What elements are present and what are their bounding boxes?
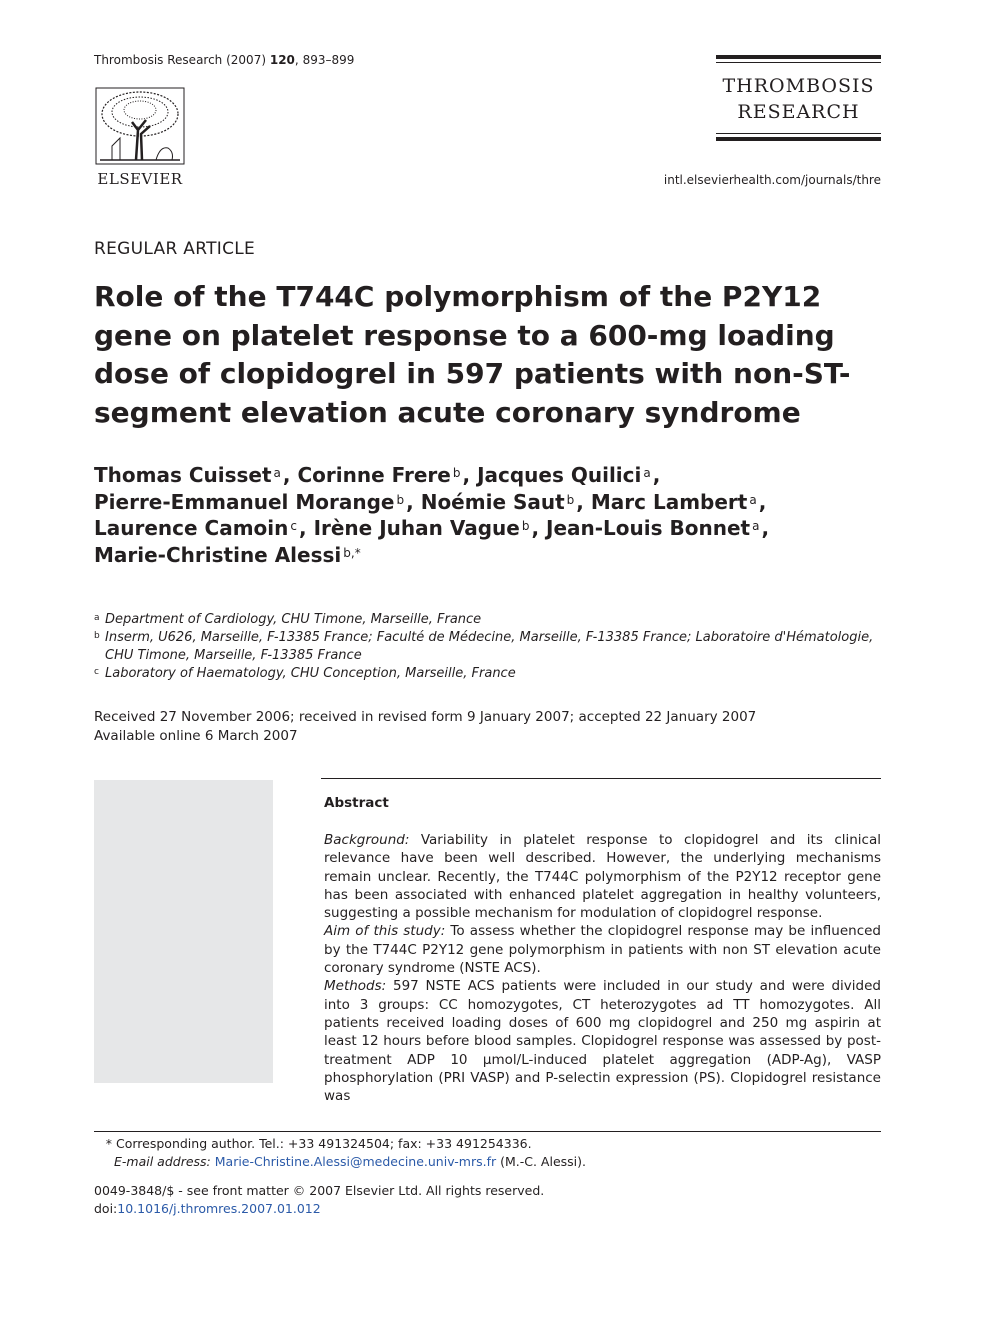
affiliation-list	[94, 611, 894, 683]
doi-line: doi:10.1016/j.thromres.2007.01.012	[94, 1201, 321, 1216]
author: Thomas Cuisset $^a$ ,	[94, 463, 291, 487]
journal-title	[716, 73, 881, 125]
citation-pages: 893–899	[302, 53, 355, 67]
abstract-section-background: Background: Variability in platelet response to clopidogrel and its clinical relevance have been well described. However, the underlying mechanisms remain unclear. Recently, the T744C polymorphism of the P2Y12 receptor gene has been associated with enhanced platelet aggregation in healthy volunteers, suggesting a possible mechanism for modulation of clopidogrel response.	[324, 832, 881, 922]
author: Pierre-Emmanuel Morange $^b$ ,	[94, 489, 414, 514]
journal-url[interactable]: intl.elsevierhealth.com/journals/thre	[663, 173, 881, 187]
available-online: Available online 6 March 2007	[94, 727, 298, 744]
tree-icon	[94, 86, 186, 166]
journal-title-line1: THROMBOSIS	[722, 75, 875, 97]
footnote-rule	[94, 1131, 881, 1132]
journal-rule-top-thin	[716, 62, 881, 63]
journal-citation: Thrombosis Research (2007) 120, 893–899	[94, 53, 355, 67]
publisher-name: ELSEVIER	[97, 170, 183, 188]
corresponding-author-footnote	[94, 1135, 881, 1171]
author: Laurence Camoin $^c$ ,	[94, 516, 307, 540]
author: Irène Juhan Vague $^b$ ,	[313, 516, 540, 540]
author: Noémie Saut $^b$ ,	[420, 489, 584, 514]
copyright-block	[94, 1182, 544, 1218]
author: Marie-Christine Alessi $^{b,*}$	[94, 542, 361, 567]
abstract-rule	[321, 778, 881, 779]
keywords-sidebar-box	[94, 780, 273, 1083]
journal-title-box	[716, 55, 881, 141]
article-type: REGULAR ARTICLE	[94, 239, 256, 259]
affiliation-item: a Department of Cardiology, CHU Timone, Marseille, France	[94, 612, 482, 627]
received-dates: Received 27 November 2006; received in revised form 9 January 2007; accepted 22 January 2007	[94, 709, 757, 725]
copyright-line: 0049-3848/$ - see front matter © 2007 Elsevier Ltd. All rights reserved.	[94, 1183, 545, 1198]
correspondence-line: * Corresponding author. Tel.: +33 491324504; fax: +33 491254336.	[105, 1136, 532, 1151]
citation-journal: Thrombosis Research (2007)	[94, 53, 267, 67]
journal-rule-top-thick	[716, 55, 881, 59]
affiliation-item: b Inserm, U626, Marseille, F-13385 France; Faculté de Médecine, Marseille, F-13385 France; Laboratoire d'Hématologie, CHU Timone, Marseille, F-13385 France	[94, 630, 874, 663]
article-title: Role of the T744C polymorphism of the P2Y12 gene on platelet response to a 600-mg loading dose of clopidogrel in 597 patients with non-ST-segment elevation acute coronary syndrome	[94, 280, 851, 429]
email-link[interactable]: Marie-Christine.Alessi@medecine.univ-mrs.fr	[214, 1154, 497, 1169]
journal-rule-bottom-thin	[716, 133, 881, 134]
abstract-section-methods: Methods: 597 NSTE ACS patients were included in our study and were divided into 3 groups: CC homozygotes, CT heterozygotes ad TT homozygotes. All patients received loading doses of 600 mg clopidogrel and 250 mg aspirin at least 12 hours before blood samples. Clopidogrel response was assessed by post-treatment ADP 10 μmol/L-induced platelet aggregation (ADP-Ag), VASP phosphorylation (PRI VASP) and P-selectin expression (PS). Clopidogrel resistance was	[324, 978, 881, 1105]
journal-title-line2: RESEARCH	[737, 101, 860, 123]
author: Marc Lambert $^a$ ,	[590, 489, 767, 514]
abstract-section-aim: Aim of this study: To assess whether the clopidogrel response may be influenced by the T744C P2Y12 gene polymorphism in patients with non ST elevation acute coronary syndrome (NSTE ACS).	[324, 923, 881, 977]
doi-link[interactable]: 10.1016/j.thromres.2007.01.012	[117, 1201, 321, 1216]
abstract-heading: Abstract	[324, 795, 389, 811]
author: Corinne Frere $^b$ ,	[297, 463, 471, 487]
author: Jacques Quilici $^a$ ,	[477, 463, 661, 487]
author: Jean-Louis Bonnet $^a$ ,	[546, 516, 770, 540]
email-line: E-mail address: Marie-Christine.Alessi@medecine.univ-mrs.fr (M.-C. Alessi).	[114, 1154, 586, 1169]
article-dates	[94, 708, 756, 745]
author-list	[94, 462, 894, 568]
journal-rule-bottom-thick	[716, 137, 881, 141]
affiliation-item: c Laboratory of Haematology, CHU Conception, Marseille, France	[94, 666, 516, 681]
citation-volume: 120	[269, 53, 295, 67]
abstract-body	[324, 831, 881, 1105]
